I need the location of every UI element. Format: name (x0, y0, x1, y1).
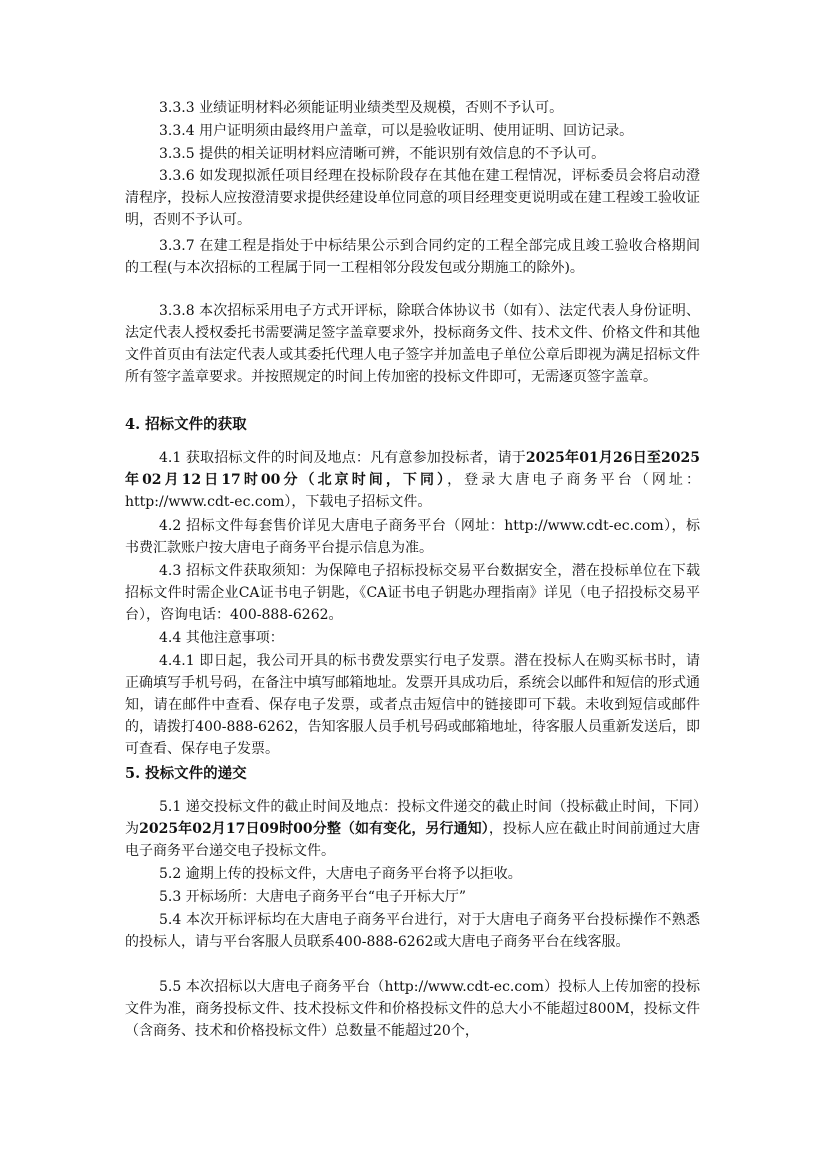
clause-4-1-bold-dates: 2025年01月26日至2025年02月12日17时00分（北京时间，下同） (125, 450, 700, 488)
clause-5-5: 5.5 本次招标以大唐电子商务平台（http://www.cdt-ec.com）投标人上传加密的投标文件为准，商务投标文件、技术投标文件和价格投标文件的总大小不能超过800M，投标文件（含商务、技术和价格投标文件）总数量不能超过20个， (125, 979, 700, 1039)
section-4-heading: 4. 招标文件的获取 (125, 416, 247, 433)
clause-5-4: 5.4 本次开标评标均在大唐电子商务平台进行，对于大唐电子商务平台投标操作不熟悉的投标人，请与平台客服人员联系400-888-6262或大唐电子商务平台在线客服。 (125, 912, 700, 950)
clause-5-1-text-b: ，投标人应在截止时间前通过大唐电子商务平台递交电子投标文件。 (125, 821, 700, 859)
clause-5-1-text-a: 5.1 递交投标文件的截止时间及地点：投标文件递交的截止时间（投标截止时间，下同）为 (125, 799, 700, 837)
clause-4-1 (125, 447, 700, 513)
clause-3-3-6: 3.3.6 如发现拟派任项目经理在投标阶段存在其他在建工程情况，评标委员会将启动澄清程序，投标人应按澄清要求提供经建设单位同意的项目经理变更说明或在建工程竣工验收证明，否则不予认可。 (125, 168, 700, 228)
clause-4-1-text-a: 4.1 获取招标文件的时间及地点：凡有意参加投标者，请于 (159, 450, 526, 466)
clause-3-3-7: 3.3.7 在建工程是指处于中标结果公示到合同约定的工程全部完成且竣工验收合格期间的工程(与本次招标的工程属于同一工程相邻分段发包或分期施工的除外)。 (125, 238, 700, 276)
clause-3-3-4: 3.3.4 用户证明须由最终用户盖章，可以是验收证明、使用证明、回访记录。 (159, 123, 634, 139)
clause-5-2: 5.2 逾期上传的投标文件，大唐电子商务平台将予以拒收。 (159, 866, 522, 882)
clause-4-2: 4.2 招标文件每套售价详见大唐电子商务平台（网址：http://www.cdt-ec.com），标书费汇款账户按大唐电子商务平台提示信息为准。 (125, 518, 700, 556)
clause-5-1-bold-deadline: 2025年02月17日09时00分整（如有变化，另行通知） (139, 821, 489, 837)
clause-4-4-1: 4.4.1 即日起，我公司开具的标书费发票实行电子发票。潜在投标人在购买标书时，请正确填写手机号码，在备注中填写邮箱地址。发票开具成功后，系统会以邮件和短信的形式通知，请在邮件中查看、保存电子发票，或者点击短信中的链接即可下载。未收到短信或邮件的，请拨打400-888-6262，告知客服人员手机号码或邮箱地址，待客服人员重新发送后，即可查看、保存电子发票。 (125, 653, 700, 757)
clause-3-3-5: 3.3.5 提供的相关证明材料应清晰可辨，不能识别有效信息的不予认可。 (159, 146, 606, 162)
clause-4-4: 4.4 其他注意事项： (159, 630, 284, 646)
clause-3-3-3: 3.3.3 业绩证明材料必须能证明业绩类型及规模，否则不予认可。 (159, 100, 564, 116)
clause-4-1-text-b: ，登录大唐电子商务平台（网址：http://www.cdt-ec.com），下载电子招标文件。 (125, 472, 700, 510)
clause-4-3: 4.3 招标文件获取须知：为保障电子招标投标交易平台数据安全，潜在投标单位在下载招标文件时需企业CA证书电子钥匙，《CA证书电子钥匙办理指南》详见（电子招投标交易平台），咨询电话：400-888-6262。 (125, 563, 700, 623)
clause-3-3-8: 3.3.8 本次招标采用电子方式开评标，除联合体协议书（如有）、法定代表人身份证明、法定代表人授权委托书需要满足签字盖章要求外，投标商务文件、技术文件、价格文件和其他文件首页由有法定代表人或其委托代理人电子签字并加盖电子单位公章后即视为满足招标文件所有签字盖章要求。并按照规定的时间上传加密的投标文件即可，无需逐页签字盖章。 (125, 303, 700, 385)
clause-5-1 (125, 796, 700, 862)
section-5-heading: 5. 投标文件的递交 (125, 765, 247, 782)
clause-5-3: 5.3 开标场所：大唐电子商务平台“电子开标大厅” (159, 889, 467, 905)
